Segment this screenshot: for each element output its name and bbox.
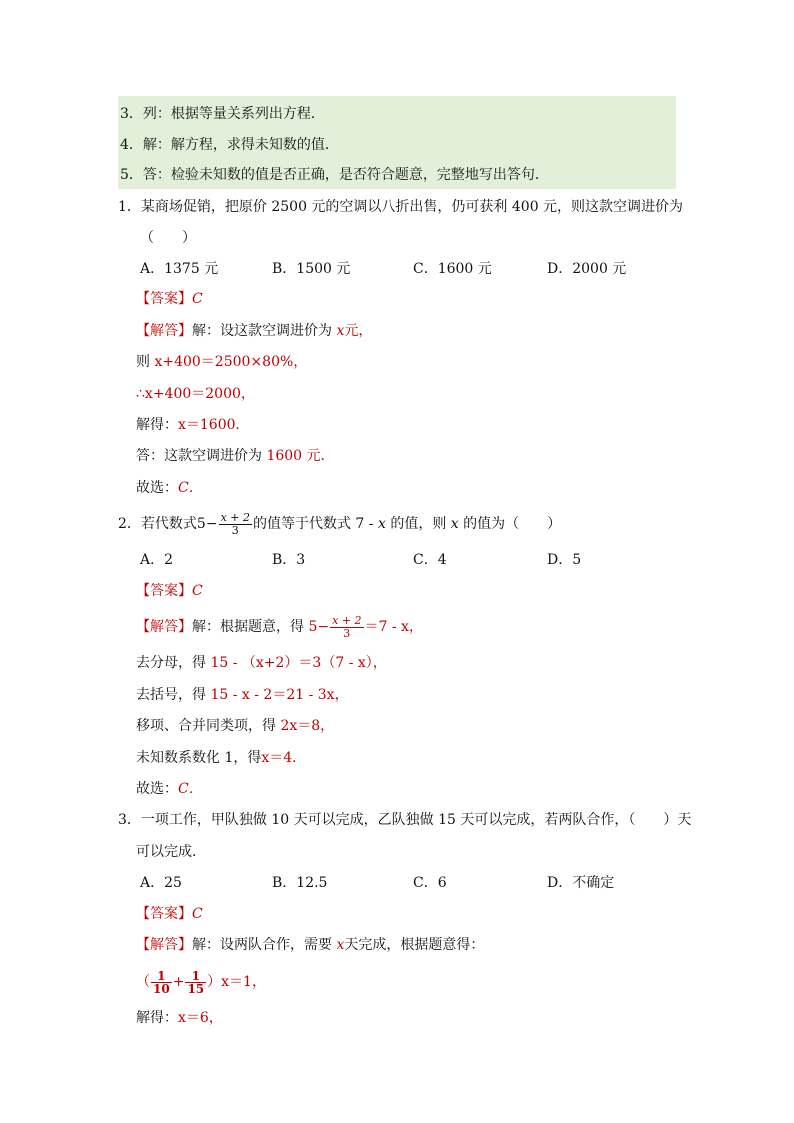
box-line-3: 3．列：根据等量关系列出方程．: [120, 106, 325, 122]
q1-solution-line-6: 故选：C．: [136, 480, 203, 496]
q3-fraction-2: $\frac{1}{15}$: [187, 968, 205, 996]
q1-solution-line-1: 【解答】解：设这款空调进价为 x元，: [136, 323, 373, 339]
q1-solution-line-3: ∴x+400＝2000，: [136, 386, 255, 402]
solution-tag: 【解答】: [136, 323, 192, 339]
q1-solution-line-4: 解得：x＝1600．: [136, 417, 250, 433]
q1-answer: [136, 290, 203, 308]
q2-solution-line-6: 故选：C．: [136, 781, 203, 797]
q2-solution-line-2: 去分母，得 15 - （x+2）＝3（7 - x），: [136, 655, 387, 671]
q1-option-c: C．1600 元: [413, 261, 492, 277]
answer-value: C: [192, 291, 203, 307]
q3-option-b: B．12.5: [272, 875, 328, 891]
q3-option-c: C．6: [413, 875, 447, 891]
q3-stem: 3．一项工作，甲队独做 10 天可以完成，乙队独做 15 天可以完成，若两队合作，（ ）天: [118, 812, 692, 828]
q3-option-a: A．25: [140, 875, 182, 891]
q1-stem: 1．某商场促销，把原价 2500 元的空调以八折出售，仍可获利 400 元，则这款空调进价为: [118, 199, 684, 215]
q2-answer: 【答案】C: [136, 583, 203, 599]
q3-answer: 【答案】C: [136, 906, 203, 922]
q2-option-a: A．2: [140, 552, 174, 568]
q3-solution-line-3: 解得：x＝6，: [136, 1010, 223, 1026]
q2-solution-line-3: 去括号，得 15 - x - 2＝21 - 3x，: [136, 687, 349, 703]
box-line-5: 5．答：检验未知数的值是否正确，是否符合题意，完整地写出答句．: [120, 167, 549, 183]
q2-fraction: $\frac{x + 2}{3}$: [220, 510, 250, 537]
q2-solution-line-4: 移项、合并同类项，得 2x＝8，: [136, 718, 335, 734]
q2-option-b: B．3: [272, 552, 306, 568]
q2-sol-fraction: $\frac{x + 2}{3}$: [332, 613, 362, 640]
q1-solution-line-2: 则 x+400＝2500×80%，: [136, 354, 308, 370]
box-line-4: 4．解：解方程，求得未知数的值．: [120, 137, 339, 153]
q1-option-b: B．1500 元: [272, 261, 351, 277]
q3-option-d: D．不确定: [547, 875, 615, 891]
q1-option-d: D．2000 元: [547, 261, 627, 277]
q2-option-c: C．4: [413, 552, 447, 568]
q1-paren: （ ）: [140, 230, 196, 246]
q1-option-a: A．1375 元: [140, 261, 219, 277]
q3-solution-line-2: （ $\frac{1}{10}$ + $\frac{1}{15}$ ）x＝1，: [136, 968, 266, 996]
q1-solution-line-5: 答：这款空调进价为 1600 元．: [136, 448, 335, 464]
q2-stem: 2．若代数式5− $\frac{x + 2}{3}$ 的值等于代数式 7 - x 的值，则 x 的值为（ ）: [118, 510, 562, 537]
q2-solution-line-5: 未知数系数化 1，得x＝4．: [136, 750, 307, 766]
answer-tag: 【答案】: [136, 291, 192, 307]
q3-solution-line-1: 【解答】解：设两队合作，需要 x天完成，根据题意得：: [136, 937, 485, 953]
q2-solution-line-1: 【解答】解：根据题意，得 5− $\frac{x + 2}{3}$ ＝7 - x，: [136, 613, 423, 640]
q3-stem-2: 可以完成．: [136, 844, 206, 860]
q3-fraction-1: $\frac{1}{10}$: [153, 968, 170, 996]
q2-option-d: D．5: [547, 552, 582, 568]
